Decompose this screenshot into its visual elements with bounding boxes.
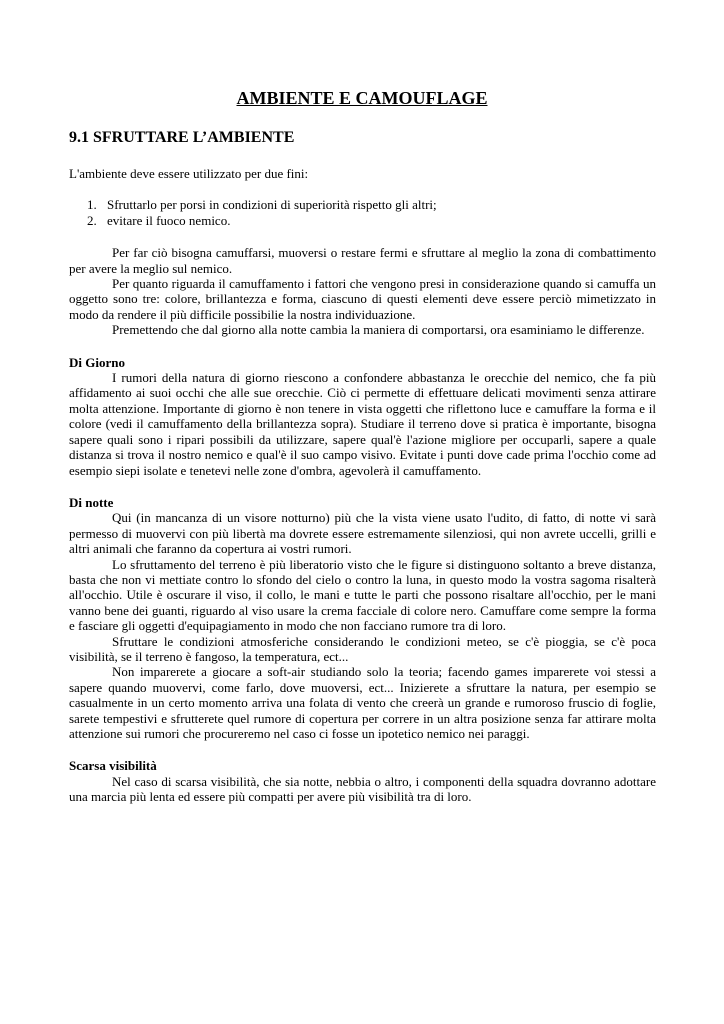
paragraph: Per quanto riguarda il camuffamento i fattori che vengono presi in considerazione quando si camuffa un oggetto sono tre: colore, brillantezza e forma, ciascuno di questi elementi deve essere perciò mimetizzato in modo da rendere il più difficile possibilie la nostra individuazione. [69, 276, 656, 322]
subsection-heading-di-notte: Di notte [69, 494, 114, 510]
paragraph: Premettendo che dal giorno alla notte cambia la maniera di comportarsi, ora esaminiamo le differenze. [112, 322, 645, 338]
section-heading: 9.1 SFRUTTARE L’AMBIENTE [69, 129, 295, 146]
subsection-heading-scarsa-visibilita: Scarsa visibilità [69, 758, 157, 774]
document-body [69, 166, 656, 805]
subsection-heading-di-giorno: Di Giorno [69, 354, 125, 370]
paragraph: Qui (in mancanza di un visore notturno) più che la vista viene usato l'udito, di fatto, di notte vi sarà permesso di muovervi con più libertà ma dovrete essere estremamente silenziosi, qui non avrete uccelli, grilli e altri animali che faranno da copertura ai vostri rumori. [69, 510, 656, 557]
paragraph: Non imparerete a giocare a soft-air studiando solo la teoria; facendo games imparerete voi stessi a sapere quando muovervi, come farlo, dove muoversi, ect... Inizierete a sfruttare la natura, per esempio se casualmente in un certo momento arriva una folata di vento che creerà un grande e rumoroso fruscio di foglie, sarete tempestivi e sfrutterete quel rumore di copertura per correre in un altra posizione senza far attirare molta attenzione sui rumori che procureremo nel caso ci fosse un ipotetico nemico nei paraggi. [69, 664, 656, 741]
paragraph: Per far ciò bisogna camuffarsi, muoversi o restare fermi e sfruttare al meglio la zona di combattimento per avere la meglio sul nemico. [69, 245, 656, 276]
paragraph: Sfruttare le condizioni atmosferiche considerando le condizioni meteo, se c'è pioggia, se c'è poca visibilità, se il terreno è fangoso, la temperatura, ect... [69, 633, 656, 664]
purpose-list [69, 197, 656, 228]
paragraph: Lo sfruttamento del terreno è più liberatorio visto che le figure si distinguono soltanto a breve distanza, basta che non vi mettiate contro lo sfondo del cielo o contro la luna, in questo modo la vostra sagoma risalterà all'occhio. Utile è oscurare il viso, il collo, le mani e tutte le parti che possono risaltare all'occhio, per le mani vanno bene dei guanti, riguardo al viso usare la crema facciale di colore nero. Camuffare come sempre la forma e fasciare gli oggetti d'equipagiamento in modo che non facciano rumore tra di loro. [69, 556, 656, 634]
list-item: 2. evitare il fuoco nemico. [100, 213, 656, 228]
document-title: AMBIENTE E CAMOUFLAGE [236, 88, 488, 108]
list-item: 1. Sfruttarlo per porsi in condizioni di superiorità rispetto gli altri; [100, 197, 656, 212]
paragraph: I rumori della natura di giorno riescono a confondere abbastanza le orecchie del nemico, che fa più affidamento ai suoi occhi che alle sue orecchie. Ciò ci permette di effettuare delicati movimenti senza attirare molta attenzione. Importante di giorno è non tenere in vista oggetti che riflettono luce e camuffare la forma e il colore (vedi il camuffamento della brillantezza sopra). Studiare il terreno dove si pratica è importante, bisogna sapere quali sono i ripari possibili da utilizzare, sapere qual'è l'azione migliore per occuparli, sapere a quale distanza si trova il nostro nemico e qual'è il suo campo visivo. Evitate i punti dove cade prima l'occhio come ad esempio siepi isolate e tenetevi nelle zone d'ombra, agevolerà il camuffamento. [69, 370, 656, 478]
intro-text: L'ambiente deve essere utilizzato per due fini: [69, 166, 309, 181]
paragraph: Nel caso di scarsa visibilità, che sia notte, nebbia o altro, i componenti della squadra dovranno adottare una marcia più lenta ed essere più compatti per avere più visibilità tra di loro. [69, 773, 656, 805]
